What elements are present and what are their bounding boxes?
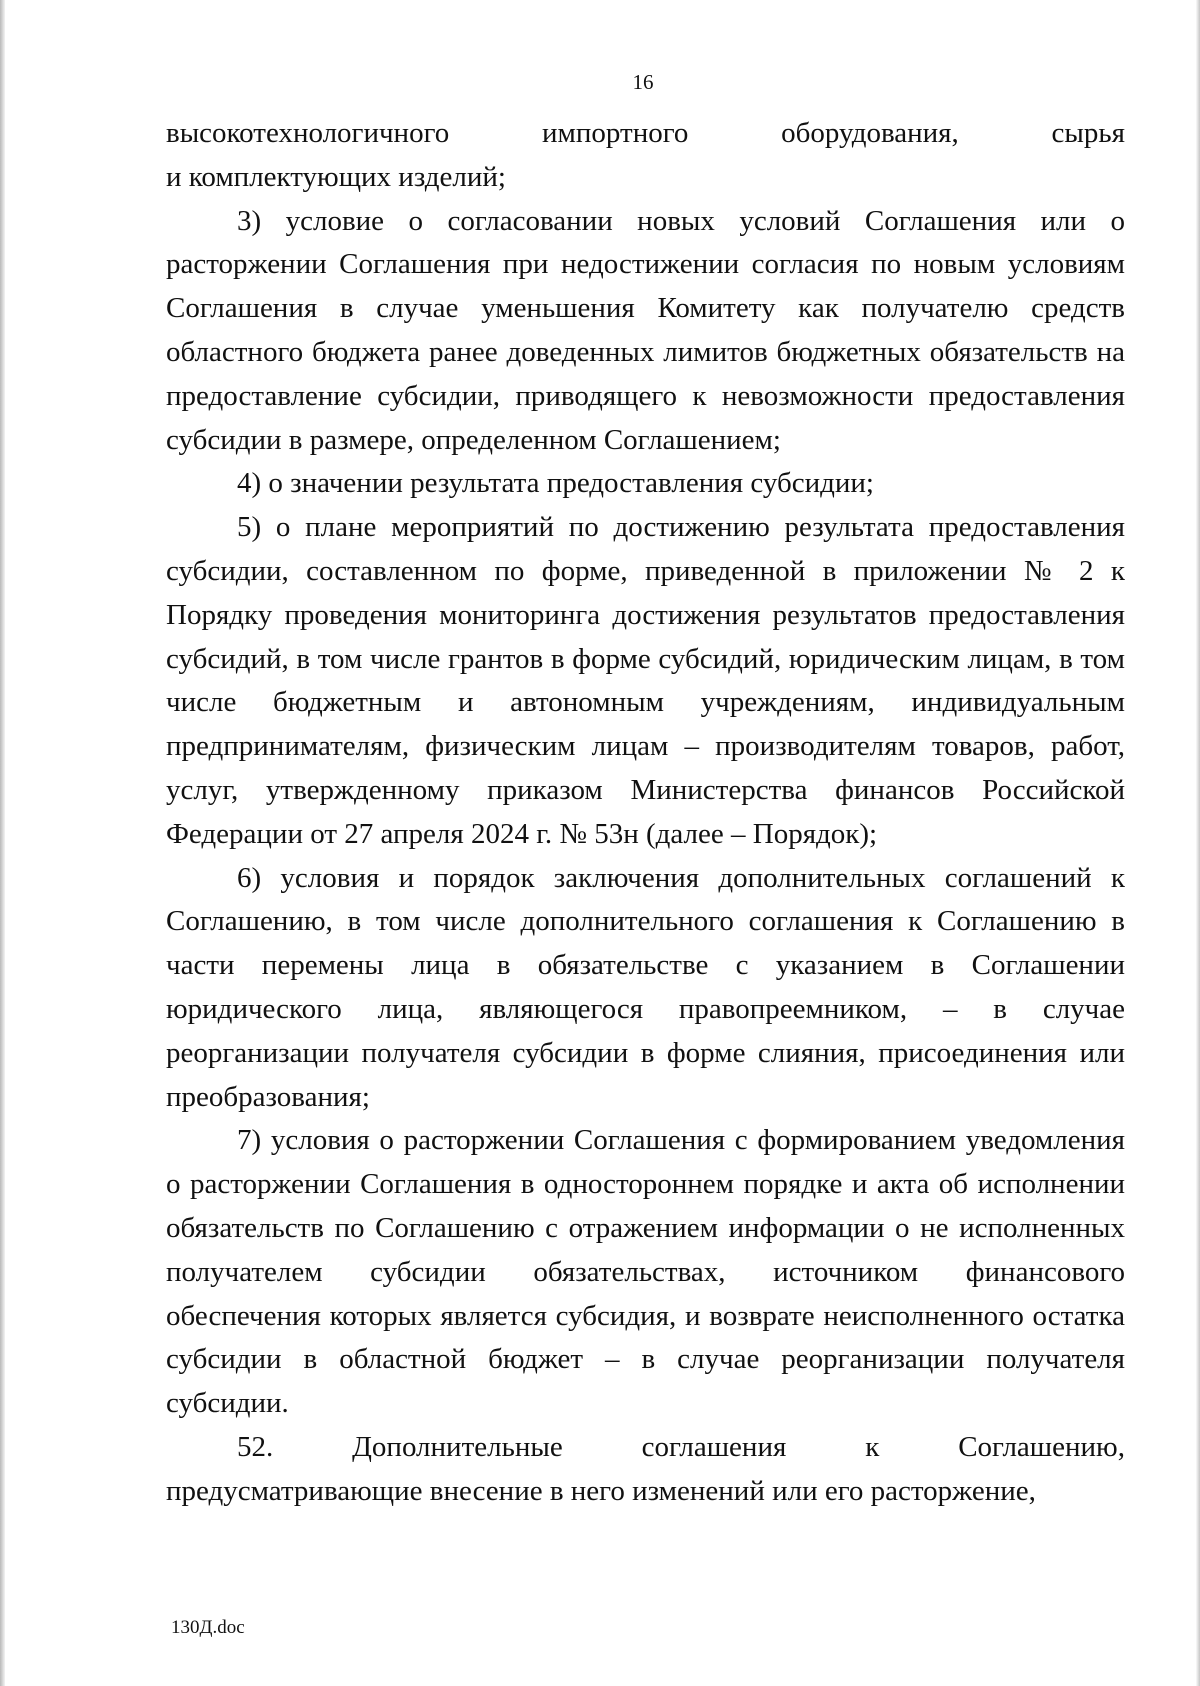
paragraph-item-3: 3) условие о согласовании новых условий Соглашения или о расторжении Соглашения при недостижении согласия по новым условиям Соглашения в случае уменьшения Комитету как получателю средств областного бюджета ранее доведенных лимитов бюджетных обязательств на предоставление субсидии, приводящего к невозможности предоставления субсидии в размере, определенном Соглашением; [166, 204, 1125, 456]
paragraph-continuation-end: и комплектующих изделий; [166, 160, 506, 193]
word: сырья [1051, 117, 1125, 149]
line-continuation [166, 112, 1125, 156]
word: высокотехнологичного [166, 117, 450, 149]
word: соглашения [641, 1430, 787, 1463]
page-number: 16 [632, 70, 654, 94]
paragraph-item-6: 6) условия и порядок заключения дополнительных соглашений к Соглашению, в том числе дополнительного соглашения к Соглашению в части перемены лица в обязательстве с указанием в Соглашении юридического лица, являющегося правопреемником, – в случае реорганизации получателя субсидии в форме слияния, присоединения или преобразования; [166, 861, 1125, 1113]
scan-edge-right [1196, 0, 1200, 1686]
paragraph-item-7: 7) условия о расторжении Соглашения с формированием уведомления о расторжении Соглашения в одностороннем порядке и акта об исполнении обязательств по Соглашению с отражением информации о не исполненных получателем субсидии обязательствах, источником финансового обеспечения которых является субсидия, и возврате неисполненного остатка субсидии в областной бюджет – в случае реорганизации получателя субсидии. [166, 1124, 1125, 1420]
word: 52. [237, 1430, 274, 1463]
paragraph-52-second-line: предусматривающие внесение в него изменений или его расторжение, [166, 1474, 1036, 1507]
word: оборудования, [781, 117, 959, 149]
scan-edge-left [0, 0, 5, 1686]
paragraph-item-4: 4) о значении результата предоставления субсидии; [237, 467, 874, 500]
word: Дополнительные [352, 1430, 563, 1463]
paragraph-52-first-line [166, 1426, 1125, 1470]
word: Соглашению, [958, 1430, 1125, 1463]
word: к [865, 1430, 880, 1463]
paragraph-item-5: 5) о плане мероприятий по достижению результата предоставления субсидии, составленном по форме, приведенной в приложении № 2 к Порядку проведения мониторинга достижения результатов предоставления субсидий, в том числе грантов в форме субсидий, юридическим лицам, в том числе бюджетным и автономным учреждениям, индивидуальным предпринимателям, физическим лицам – производителям товаров, работ, услуг, утвержденному приказом Министерства финансов Российской Федерации от 27 апреля 2024 г. № 53н (далее – Порядок); [166, 511, 1125, 850]
document-body [166, 112, 1125, 1514]
word: импортного [542, 117, 689, 149]
footer-filename: 130Д.doc [171, 1617, 245, 1638]
